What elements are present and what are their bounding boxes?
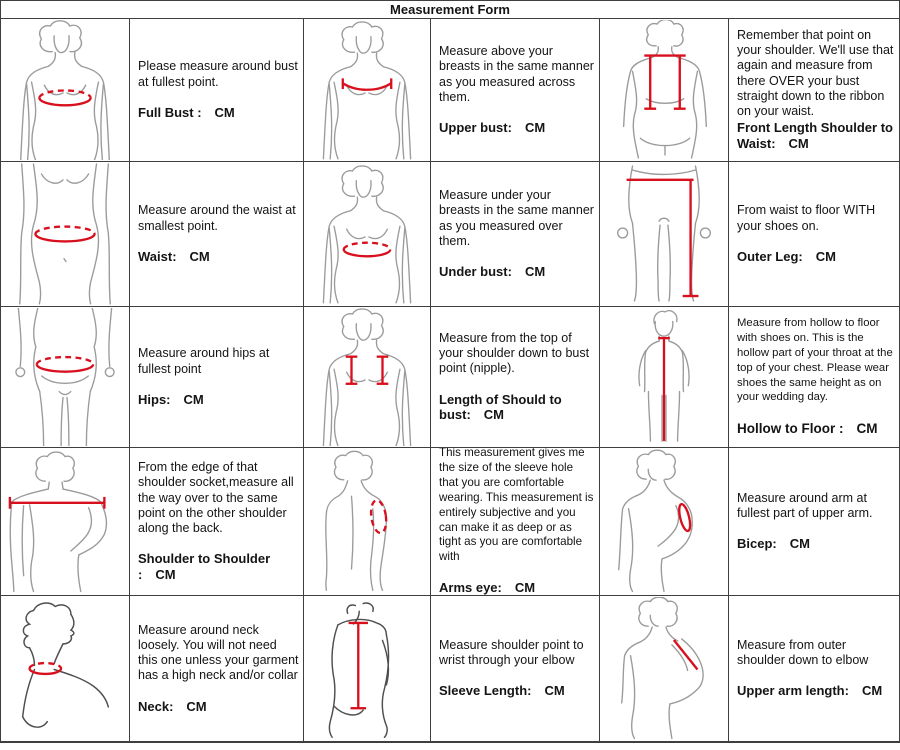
unit-text: CM bbox=[183, 391, 204, 407]
label-text: Length of Should to bust: bbox=[439, 391, 562, 423]
instruction-text: Measure shoulder point to wrist through your elbow bbox=[439, 637, 584, 668]
figure-cell-arms-eye bbox=[304, 448, 431, 596]
instruction-text: Measure from hollow to floor with shoes on. This is the hollow part of your throat at the top of your chest. Please wear shoes the same height as on your wedding day. bbox=[737, 316, 893, 404]
hollow-to-floor-figure-illustration bbox=[601, 308, 727, 446]
label-text: Outer Leg: bbox=[737, 248, 803, 264]
label-text: Arms eye: bbox=[439, 580, 502, 595]
instruction-cell-upper-bust bbox=[431, 19, 600, 162]
upper-bust-figure-illustration bbox=[305, 20, 429, 160]
unit-text: CM bbox=[524, 264, 546, 280]
label-text: Hips: bbox=[138, 391, 171, 407]
arms-eye-figure-illustration bbox=[305, 449, 429, 594]
instruction-cell-front-length bbox=[729, 19, 899, 162]
instruction-text: Measure around arm at fullest part of upper arm. bbox=[737, 490, 873, 521]
label-text: Sleeve Length: bbox=[439, 683, 532, 699]
figure-cell-shoulder-to-bust bbox=[304, 307, 431, 448]
instruction-cell-upper-arm-length bbox=[729, 596, 899, 741]
under-bust-figure-illustration bbox=[305, 163, 429, 305]
instruction-cell-arms-eye bbox=[431, 448, 600, 596]
instruction-text: Measure around the waist at smallest point. bbox=[138, 203, 296, 233]
figure-cell-upper-arm-length bbox=[600, 596, 729, 741]
instruction-cell-sleeve-length bbox=[431, 596, 600, 741]
instruction-cell-shoulder-to-shoulder bbox=[130, 448, 304, 596]
unit-text: CM bbox=[856, 421, 878, 437]
figure-cell-full-bust bbox=[1, 19, 130, 162]
unit-text: CM bbox=[155, 567, 176, 583]
instruction-cell-waist bbox=[130, 162, 304, 307]
instruction-cell-full-bust bbox=[130, 19, 304, 162]
label-text: Full Bust : bbox=[138, 104, 202, 120]
measurement-label bbox=[439, 120, 595, 136]
label-text: Bicep: bbox=[737, 536, 777, 552]
instruction-cell-neck bbox=[130, 596, 304, 741]
hips-figure-illustration bbox=[2, 308, 128, 446]
measurement-label bbox=[737, 420, 895, 438]
unit-text: CM bbox=[483, 407, 504, 423]
instruction-text: From waist to floor WITH your shoes on. bbox=[737, 203, 876, 233]
measurement-label bbox=[138, 551, 299, 583]
upper-arm-length-figure-illustration bbox=[601, 597, 727, 740]
figure-cell-hips bbox=[1, 307, 130, 448]
figure-cell-sleeve-length bbox=[304, 596, 431, 741]
measurement-label bbox=[138, 392, 299, 408]
instruction-text: Measure around neck loosely. You will not need this one unless your garment has a high neck and/or collar bbox=[138, 622, 299, 683]
instruction-text: Measure around hips at fullest point bbox=[138, 346, 270, 376]
bicep-figure-illustration bbox=[601, 449, 727, 594]
instruction-text: Measure from the top of your shoulder down to bust point (nipple). bbox=[439, 330, 590, 376]
label-text: Waist: bbox=[138, 248, 177, 264]
label-text: Under bust: bbox=[439, 264, 512, 280]
label-text: Shoulder to Shoulder : bbox=[138, 551, 271, 583]
measurement-label bbox=[138, 699, 299, 715]
measurement-grid bbox=[1, 19, 899, 742]
unit-text: CM bbox=[214, 104, 235, 120]
unit-text: CM bbox=[524, 120, 546, 136]
instruction-cell-shoulder-to-bust bbox=[431, 307, 600, 448]
instruction-text: This measurement gives me the size of the sleeve hole that you are comfortable wearing. This measurement is entirely subjective and you can make it as deep or as tight as you are comfortable with bbox=[439, 448, 594, 564]
unit-text: CM bbox=[815, 248, 836, 264]
unit-text: CM bbox=[189, 248, 210, 264]
page-title: Measurement Form bbox=[1, 1, 899, 19]
shoulder-to-bust-figure-illustration bbox=[305, 308, 429, 446]
front-length-figure-illustration bbox=[601, 20, 727, 160]
instruction-cell-bicep bbox=[729, 448, 899, 596]
full-bust-figure-illustration bbox=[2, 20, 128, 160]
measurement-label bbox=[737, 683, 895, 699]
instruction-cell-under-bust bbox=[431, 162, 600, 307]
figure-cell-front-length bbox=[600, 19, 729, 162]
label-text: Neck: bbox=[138, 698, 174, 714]
label-text: Hollow to Floor : bbox=[737, 421, 844, 437]
shoulder-to-shoulder-figure-illustration bbox=[2, 449, 128, 594]
unit-text: CM bbox=[789, 536, 810, 552]
instruction-text: Remember that point on your shoulder. We'll use that again and measure from there OVER your bust straight down to the ribbon on your waist. bbox=[737, 27, 894, 119]
figure-cell-bicep bbox=[600, 448, 729, 596]
measurement-label bbox=[439, 264, 595, 280]
outer-leg-figure-illustration bbox=[601, 163, 727, 305]
waist-figure-illustration bbox=[2, 163, 128, 305]
measurement-label bbox=[439, 392, 595, 424]
figure-cell-waist bbox=[1, 162, 130, 307]
sleeve-length-figure-illustration bbox=[305, 597, 429, 740]
measurement-label bbox=[439, 580, 595, 596]
figure-cell-under-bust bbox=[304, 162, 431, 307]
unit-text: CM bbox=[514, 580, 536, 595]
instruction-text: Please measure around bust at fullest point. bbox=[138, 59, 298, 89]
measurement-label bbox=[737, 249, 895, 265]
label-text: Upper arm length: bbox=[737, 683, 849, 699]
label-text: Front Length Shoulder to Waist: bbox=[737, 120, 893, 152]
instruction-text: Measure from outer shoulder down to elbow bbox=[737, 637, 869, 668]
unit-text: CM bbox=[861, 683, 883, 699]
measurement-label bbox=[138, 249, 299, 265]
unit-text: CM bbox=[788, 136, 809, 152]
instruction-text: Measure under your breasts in the same manner as you measured over them. bbox=[439, 188, 594, 248]
unit-text: CM bbox=[544, 683, 565, 699]
measurement-label bbox=[439, 683, 595, 699]
measurement-label bbox=[737, 536, 895, 552]
figure-cell-upper-bust bbox=[304, 19, 431, 162]
figure-cell-outer-leg bbox=[600, 162, 729, 307]
neck-figure-illustration bbox=[2, 597, 128, 740]
figure-cell-shoulder-to-shoulder bbox=[1, 448, 130, 596]
instruction-text: From the edge of that shoulder socket,measure all the way over to the same point on the other shoulder along the back. bbox=[138, 460, 294, 536]
label-text: Upper bust: bbox=[439, 120, 512, 136]
instruction-cell-hollow-to-floor bbox=[729, 307, 899, 448]
instruction-cell-outer-leg bbox=[729, 162, 899, 307]
measurement-label bbox=[737, 120, 895, 152]
instruction-cell-hips bbox=[130, 307, 304, 448]
measurement-label bbox=[138, 105, 299, 121]
figure-cell-hollow-to-floor bbox=[600, 307, 729, 448]
instruction-text: Measure above your breasts in the same manner as you measured across them. bbox=[439, 44, 594, 104]
unit-text: CM bbox=[186, 698, 207, 714]
figure-cell-neck bbox=[1, 596, 130, 741]
